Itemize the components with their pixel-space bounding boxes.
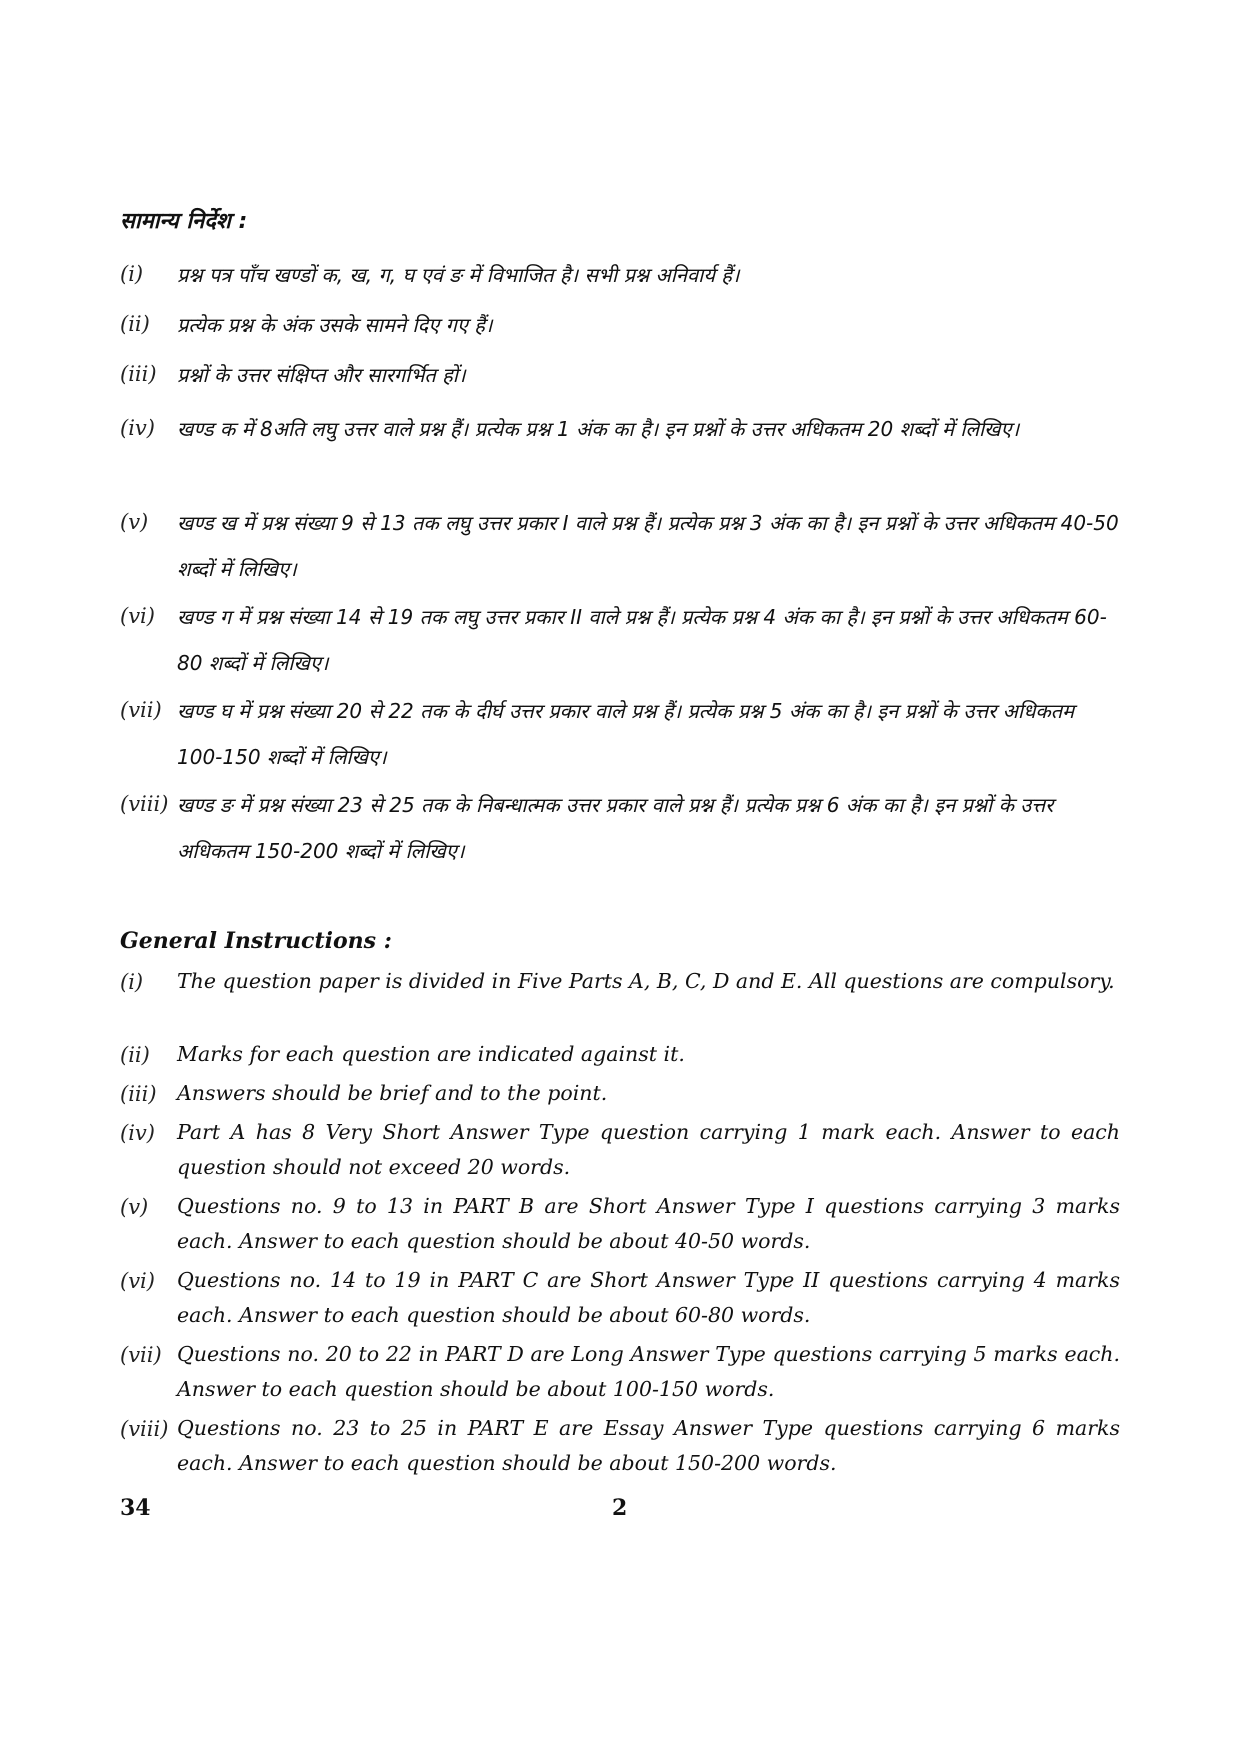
item-text: Questions no. 23 to 25 in PART E are Essay Answer Type questions carrying 6 marks each. Answer to each question should be about 150-200 words.: [177, 1416, 1120, 1475]
item-text: प्रश्नों के उत्तर संक्षिप्त और सारगर्भित हों।: [177, 363, 466, 387]
item-text: प्रश्न पत्र पाँच खण्डों क, ख, ग, घ एवं ङ में विभाजित है। सभी प्रश्न अनिवार्य हैं।: [177, 263, 740, 287]
paper-code: 34: [120, 1495, 151, 1521]
english-instructions-heading: General Instructions :: [120, 928, 392, 954]
item-text: The question paper is divided in Five Parts A, B, C, D and E. All questions are compulsory.: [177, 969, 1115, 993]
item-text: Questions no. 9 to 13 in PART B are Short Answer Type I questions carrying 3 marks each. Answer to each question should be about 40-50 words.: [177, 1194, 1120, 1253]
item-text: Marks for each question are indicated against it.: [177, 1042, 685, 1066]
item-text: खण्ड ग में प्रश्न संख्या 14 से 19 तक लघु उत्तर प्रकार II वाले प्रश्न हैं। प्रत्येक प्रश्न 4 अंक का है। इन प्रश्नों के उत्तर अधिकतम 60-80 शब्दों में लिखिए।: [177, 605, 1107, 675]
item-text: Questions no. 14 to 19 in PART C are Short Answer Type II questions carrying 4 marks each. Answer to each question should be about 60-80 words.: [177, 1268, 1120, 1327]
item-number: (vii): [120, 1343, 162, 1367]
item-number: (iii): [120, 362, 157, 386]
page-number: 2: [612, 1495, 628, 1521]
item-number: (vi): [120, 1269, 155, 1293]
item-number: (vii): [120, 698, 162, 722]
item-number: (v): [120, 1195, 149, 1219]
item-number: (viii): [120, 1417, 169, 1441]
item-text: खण्ड ख में प्रश्न संख्या 9 से 13 तक लघु उत्तर प्रकार I वाले प्रश्न हैं। प्रत्येक प्रश्न 3 अंक का है। इन प्रश्नों के उत्तर अधिकतम 40-50 शब्दों में लिखिए।: [177, 511, 1119, 581]
item-number: (vi): [120, 604, 155, 628]
item-text: प्रत्येक प्रश्न के अंक उसके सामने दिए गए हैं।: [177, 313, 493, 337]
item-number: (iv): [120, 1121, 155, 1145]
hindi-instructions-heading: सामान्य निर्देश :: [120, 209, 248, 234]
item-text: Questions no. 20 to 22 in PART D are Long Answer Type questions carrying 5 marks each. Answer to each question should be about 100-150 words.: [177, 1342, 1120, 1401]
item-number: (viii): [120, 792, 169, 816]
item-number: (ii): [120, 312, 150, 336]
item-number: (iii): [120, 1082, 157, 1106]
item-text: खण्ड ङ में प्रश्न संख्या 23 से 25 तक के निबन्धात्मक उत्तर प्रकार वाले प्रश्न हैं। प्रत्येक प्रश्न 6 अंक का है। इन प्रश्नों के उत्तर अधिकतम 150-200 शब्दों में लिखिए।: [177, 793, 1054, 863]
item-number: (iv): [120, 416, 155, 440]
item-text: खण्ड क में 8अति लघु उत्तर वाले प्रश्न हैं। प्रत्येक प्रश्न 1 अंक का है। इन प्रश्नों के उत्तर अधिकतम 20 शब्दों में लिखिए।: [177, 417, 1020, 441]
item-number: (v): [120, 510, 149, 534]
item-number: (i): [120, 970, 144, 994]
item-number: (i): [120, 262, 144, 286]
item-text: खण्ड घ में प्रश्न संख्या 20 से 22 तक के दीर्घ उत्तर प्रकार वाले प्रश्न हैं। प्रत्येक प्रश्न 5 अंक का है। इन प्रश्नों के उत्तर अधिकतम 100-150 शब्दों में लिखिए।: [177, 699, 1075, 769]
item-number: (ii): [120, 1043, 150, 1067]
item-text: Part A has 8 Very Short Answer Type question carrying 1 mark each. Answer to each question should not exceed 20 words.: [177, 1120, 1120, 1179]
item-text: Answers should be brief and to the point.: [177, 1081, 608, 1105]
